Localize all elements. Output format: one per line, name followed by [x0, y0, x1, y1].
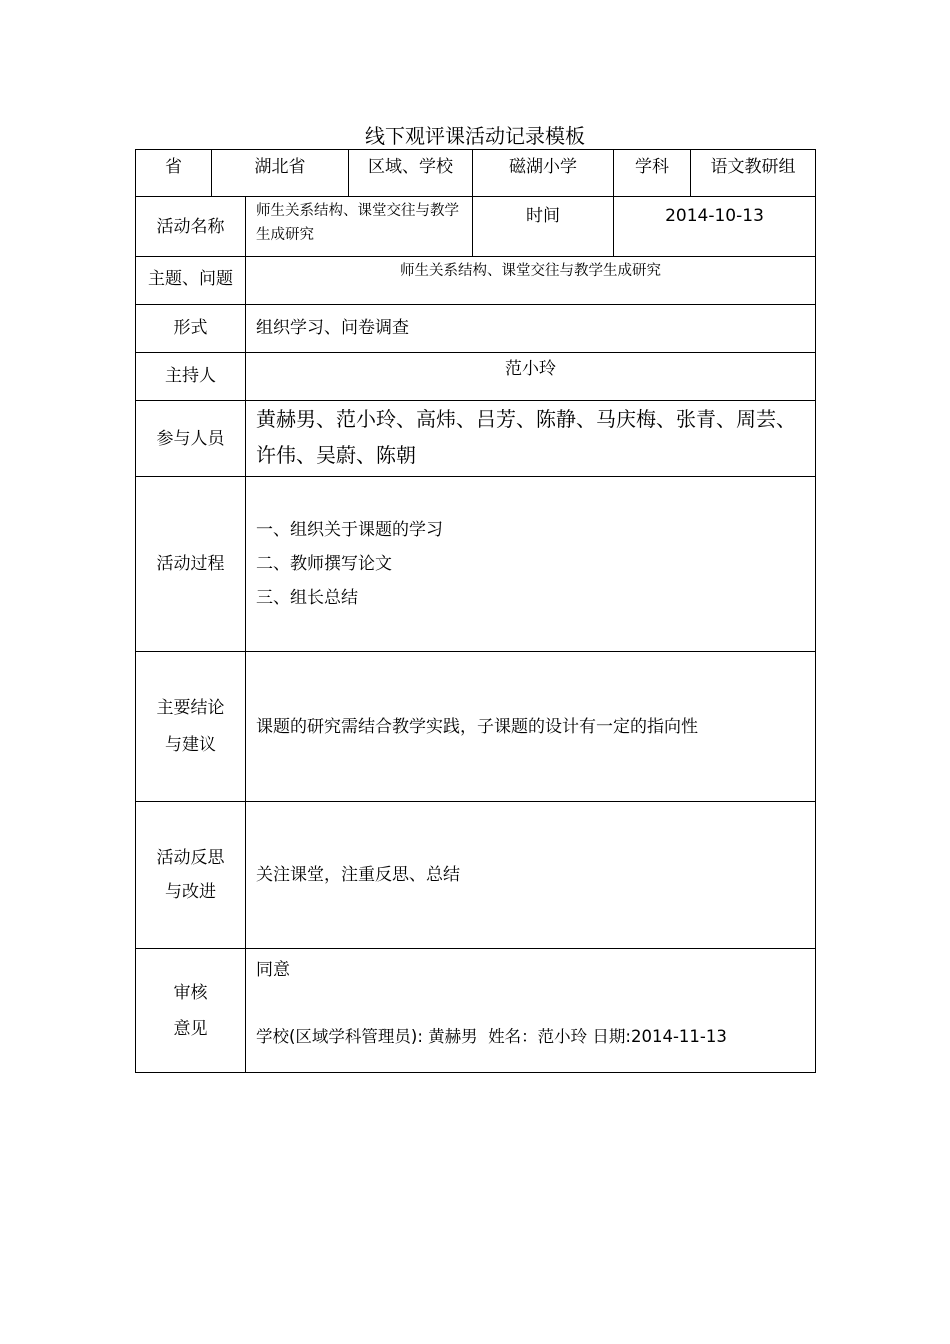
review-content — [246, 949, 816, 1073]
participants-label: 参与人员 — [136, 401, 246, 477]
format-value: 组织学习、问卷调查 — [246, 305, 816, 353]
review-row — [136, 949, 816, 1073]
topic-value: 师生关系结构、课堂交往与教学生成研究 — [246, 257, 816, 305]
topic-row — [136, 257, 816, 305]
time-label: 时间 — [473, 197, 614, 257]
region-school-label: 区域、学校 — [349, 150, 473, 197]
province-label: 省 — [136, 150, 212, 197]
time-value: 2014-10-13 — [614, 197, 816, 257]
format-label: 形式 — [136, 305, 246, 353]
participants-value: 黄赫男、范小玲、高炜、吕芳、陈静、马庆梅、张青、周芸、许伟、吴蔚、陈朝 — [246, 401, 816, 477]
subject-value: 语文教研组 — [691, 150, 816, 197]
activity-name-row — [136, 197, 816, 257]
conclusion-value: 课题的研究需结合教学实践，子课题的设计有一定的指向性 — [246, 652, 816, 802]
process-steps — [246, 477, 816, 652]
review-label-line: 意见 — [173, 1018, 208, 1039]
conclusion-row — [136, 652, 816, 802]
province-value: 湖北省 — [212, 150, 349, 197]
host-label: 主持人 — [136, 353, 246, 401]
reflection-label-line: 与改进 — [165, 882, 216, 902]
reflection-label-line: 活动反思 — [156, 848, 225, 868]
conclusion-label-line: 与建议 — [165, 734, 216, 755]
host-value: 范小玲 — [246, 353, 816, 401]
reflection-label — [136, 802, 246, 949]
participants-row — [136, 401, 816, 477]
process-step: 一、组织关于课题的学习 — [256, 520, 443, 540]
school-value: 磁湖小学 — [473, 150, 614, 197]
activity-record-table — [135, 149, 816, 1073]
page-title: 线下观评课活动记录模板 — [365, 124, 585, 148]
activity-name-value: 师生关系结构、课堂交往与教学生成研究 — [246, 197, 473, 257]
review-opinion: 同意 — [256, 960, 290, 980]
process-label: 活动过程 — [136, 477, 246, 652]
format-row — [136, 305, 816, 353]
review-label — [136, 949, 246, 1073]
host-row — [136, 353, 816, 401]
conclusion-label — [136, 652, 246, 802]
process-step: 三、组长总结 — [256, 588, 358, 608]
conclusion-label-line: 主要结论 — [156, 697, 225, 718]
reflection-value: 关注课堂，注重反思、总结 — [246, 802, 816, 949]
process-step: 二、教师撰写论文 — [256, 554, 392, 574]
review-signature-line: 学校(区域学科管理员): 黄赫男 姓名：范小玲 日期:2014-11-13 — [256, 1027, 727, 1046]
header-row — [136, 150, 816, 197]
reflection-row — [136, 802, 816, 949]
review-label-line: 审核 — [173, 982, 208, 1003]
process-row — [136, 477, 816, 652]
topic-label: 主题、问题 — [136, 257, 246, 305]
activity-name-label: 活动名称 — [136, 197, 246, 257]
subject-label: 学科 — [614, 150, 691, 197]
